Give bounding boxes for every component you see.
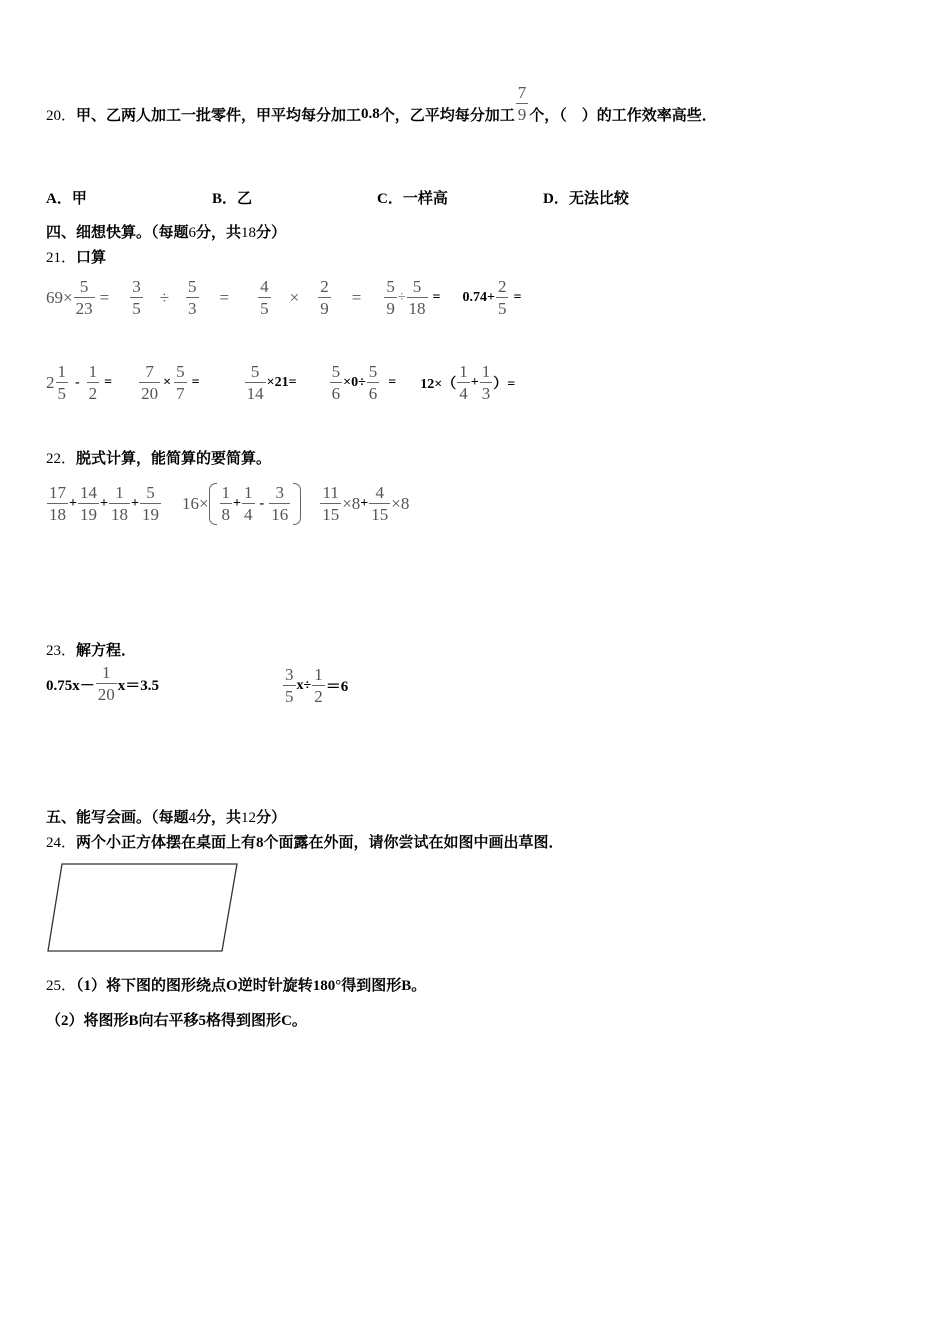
q25-line1: 25．（1）将下图的图形绕点O逆时针旋转180°得到图形B。 xyxy=(46,978,427,994)
q21-r2-b1: $\frac{7}{20}$ xyxy=(141,362,159,403)
q20-option-b[interactable]: B．乙 xyxy=(212,191,253,207)
parallelogram-shape xyxy=(48,864,237,951)
q20-number: 20． xyxy=(46,108,77,124)
q21-row2: 2 $\frac{1}{5}$ - $\frac{1}{2}$ = $\frac{7}{20}$ × $\frac{5}{7}$ = $\frac{5}{14}$ ×21= $\frac{5}{6}$ ×0÷ $\frac{5}{6}$ = 12×（ $\frac{1}{4}$ + $\frac{1}{3}$ ）= xyxy=(46,362,516,403)
q21-title: 21．口算 xyxy=(46,250,107,266)
q22-expressions: $\frac{17}{18}$ + $\frac{14}{19}$ + $\frac{1}{18}$ + $\frac{5}{19}$ 16× $\frac{1}{8}$ + $\frac{1}{4}$ - $\frac{3}{16}$ $\frac{11}{15}$ ×8 + $\frac{4}{15}$ ×8 xyxy=(49,483,410,524)
q21-r1-d1: $\frac{5}{9}$ xyxy=(386,277,395,318)
q20-option-c[interactable]: C．一样高 xyxy=(377,191,448,207)
q22-e2-f3: $\frac{3}{16}$ xyxy=(271,483,289,524)
q21-r2-e2: $\frac{1}{3}$ xyxy=(481,362,491,403)
q22-e2-int: 16× xyxy=(181,493,209,513)
q23-equation-2: $\frac{3}{5}$ x÷ $\frac{1}{2}$ ＝6 xyxy=(285,665,349,706)
q22-title: 22．脱式计算，能简算的要简算。 xyxy=(46,451,272,467)
q21-r1-a-frac: $\frac{5}{23}$ xyxy=(75,277,93,318)
q20-stem xyxy=(46,83,717,125)
q21-r1-c1: $\frac{4}{5}$ xyxy=(260,277,269,318)
q22-e3-f2: $\frac{4}{15}$ xyxy=(371,483,389,524)
q21-r1-a-int: 69 xyxy=(46,287,63,307)
q21-r1-c2: $\frac{2}{9}$ xyxy=(320,277,329,318)
q20-option-a[interactable]: A．甲 xyxy=(46,191,87,207)
parallelogram-figure xyxy=(44,860,244,956)
section5-title: 五、能写会画。（每题4分，共12分） xyxy=(46,810,287,826)
q22-e1-f2: $\frac{14}{19}$ xyxy=(79,483,97,524)
q21-r2-d1: $\frac{5}{6}$ xyxy=(331,362,341,403)
q23-title: 23．解方程． xyxy=(46,643,137,659)
q21-r1-b2: $\frac{5}{3}$ xyxy=(188,277,197,318)
q24-stem: 24．两个小正方体摆在桌面上有8个面露在外面，请你尝试在如图中画出草图． xyxy=(46,835,564,851)
q20-text-before: 甲、乙两人加工一批零件，甲平均每分加工 xyxy=(76,108,362,124)
q21-r1-e-frac: $\frac{2}{5}$ xyxy=(497,277,507,318)
q21-r1-e-int: 0.74+ xyxy=(462,289,495,305)
q20-text-mid: 个，乙平均每分加工 xyxy=(379,108,515,124)
q21-r2-a2: $\frac{1}{2}$ xyxy=(88,362,98,403)
q25-line2: （2）将图形B向右平移5格得到图形C。 xyxy=(46,1013,307,1029)
q23-equation-1: 0.75x－ $\frac{1}{20}$ x＝3.5 xyxy=(46,663,160,704)
q21-r1-d2: $\frac{5}{18}$ xyxy=(408,277,426,318)
right-paren-icon xyxy=(293,483,301,525)
q20-option-d[interactable]: D．无法比较 xyxy=(543,191,629,207)
q22-e2-f1: $\frac{1}{8}$ xyxy=(221,483,231,524)
q22-e1-f1: $\frac{17}{18}$ xyxy=(49,483,66,524)
q22-e1-f3: $\frac{1}{18}$ xyxy=(110,483,128,524)
q21-r2-a1: $\frac{1}{5}$ xyxy=(57,362,66,403)
section4-title: 四、细想快算。（每题6分，共18分） xyxy=(46,225,287,241)
q21-r1-b1: $\frac{3}{5}$ xyxy=(132,277,141,318)
q20-value: 0.8 xyxy=(361,106,380,122)
q21-r2-e1: $\frac{1}{4}$ xyxy=(459,362,468,403)
q21-r2-d2: $\frac{5}{6}$ xyxy=(368,362,378,403)
q20-fraction: $\frac{7}{9}$ xyxy=(517,83,527,124)
q22-e2-f2: $\frac{1}{4}$ xyxy=(244,483,253,524)
q22-e1-f4: $\frac{5}{19}$ xyxy=(141,483,159,524)
q20-text-after: 个，（ ）的工作效率高些． xyxy=(529,108,717,124)
left-paren-icon xyxy=(209,483,217,525)
q22-e3-f1: $\frac{11}{15}$ xyxy=(322,483,340,524)
q21-row1: 69 × $\frac{5}{23}$ = $\frac{3}{5}$ ÷ $\frac{5}{3}$ = $\frac{4}{5}$ × $\frac{2}{9}$ = $\frac{5}{9}$ ÷ $\frac{5}{18}$ = 0.74+ $\frac{2}{5}$ = xyxy=(46,277,522,318)
q21-r2-c1: $\frac{5}{14}$ xyxy=(246,362,264,403)
q21-r2-b2: $\frac{5}{7}$ xyxy=(176,362,185,403)
